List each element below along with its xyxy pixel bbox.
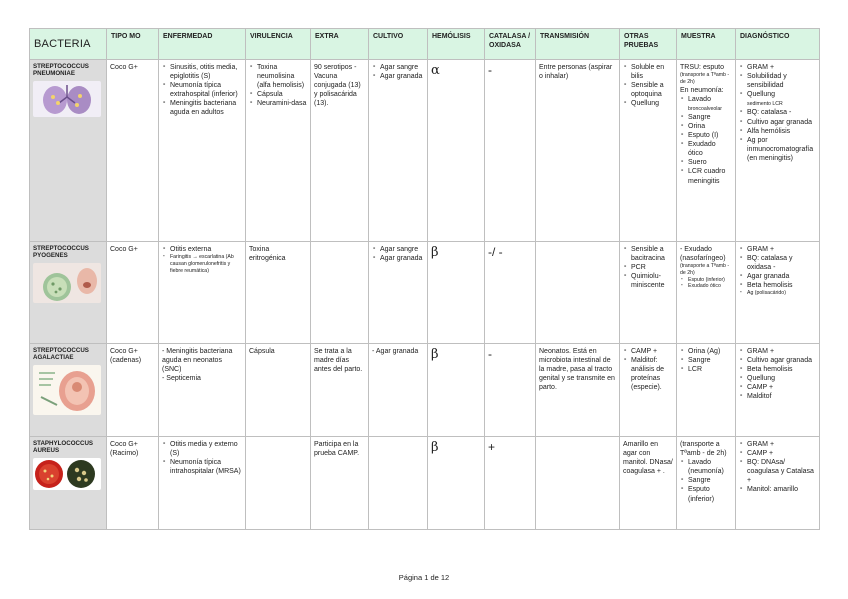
list-item: - PCR — [631, 263, 673, 272]
list-item: - Neumonía típica extrahospital (inferior) — [170, 81, 242, 99]
list-item: - CAMP + — [631, 347, 673, 356]
list-item: - Agar granada — [380, 254, 424, 263]
list-item: - GRAM + — [747, 347, 816, 356]
list-item: - BQ: catalasa y oxidasa - — [747, 254, 816, 272]
muestra-intro: (transporte a Tªamb - de 2h) — [680, 441, 727, 458]
table-row — [30, 437, 820, 530]
bacteria-cell — [30, 437, 107, 530]
diagnostico-cell — [736, 60, 820, 242]
list-item: - Sangre — [688, 356, 732, 365]
cultivo-cell — [369, 60, 428, 242]
list-item: - Beta hemolisis — [747, 365, 816, 374]
list-item: - Esputo (inferior) — [688, 485, 732, 503]
list-item: - Ag (polisacárido) — [747, 290, 816, 297]
hemolisis-cell — [428, 344, 485, 437]
extra-cell: Se trata a la madre días antes del parto. — [311, 344, 369, 437]
list-item: - LCR — [688, 365, 732, 374]
enfermedad-cell — [159, 437, 246, 530]
list-item: - Otitis media y externo (S) — [170, 440, 242, 458]
diag-note: sedimento LCR — [747, 101, 783, 108]
list-item: - BQ: catalasa - — [747, 108, 816, 117]
catalasa-value: - — [488, 347, 492, 361]
staph-petri-dishes-photo — [33, 458, 101, 490]
list-item: - Agar granada — [747, 272, 816, 281]
transmision-cell: Neonatos. Está en microbiota intestinal de la madre, pasa al tracto genital y se transmite en parto. — [536, 344, 620, 437]
list-item: - Esputo (I) — [688, 131, 732, 140]
cultivo-cell: - Agar granada — [369, 344, 428, 437]
list-item: - Quimiolu-miniscente — [631, 272, 673, 290]
table-row — [30, 60, 820, 242]
catalasa-value: - — [488, 63, 492, 77]
hemolisis-symbol: β — [431, 245, 439, 260]
list-item: - LCR cuadro meningitis — [688, 167, 732, 185]
table-header-row — [30, 29, 820, 60]
header-muestra: MUESTRA — [677, 29, 736, 60]
list-item: - Sensible a optoquina — [631, 81, 673, 99]
diagnostico-cell — [736, 437, 820, 530]
transmision-cell — [536, 437, 620, 530]
header-transmision: TRANSMISIÓN — [536, 29, 620, 60]
transmision-cell — [536, 242, 620, 344]
header-enfermedad: ENFERMEDAD — [159, 29, 246, 60]
list-item: - Sangre — [688, 113, 732, 122]
muestra-note: (transporte a Tªamb - de 2h) — [680, 263, 730, 276]
muestra-cell — [677, 344, 736, 437]
header-extra: EXTRA — [311, 29, 369, 60]
list-item — [688, 95, 732, 113]
list-item: - Cápsula — [257, 90, 307, 99]
enfermedad-cell — [159, 242, 246, 344]
list-item: - Agar sangre — [380, 63, 424, 72]
otras-cell — [620, 242, 677, 344]
hemolisis-cell — [428, 437, 485, 530]
catalasa-cell — [485, 437, 536, 530]
bacteria-cell — [30, 344, 107, 437]
bacteria-cell — [30, 60, 107, 242]
muestra-note: (transporte a Tªamb - de 2h) — [680, 72, 730, 85]
hemolisis-symbol: α — [431, 63, 440, 78]
hemolisis-cell — [428, 242, 485, 344]
list-item: - Malditof: análisis de proteínas (especie). — [631, 356, 673, 392]
enfermedad-cell: - Meningitis bacteriana aguda en neonatos (SNC) - Septicemia — [159, 344, 246, 437]
table-row — [30, 344, 820, 437]
list-item: - Suero — [688, 158, 732, 167]
list-item: - Soluble en bilis — [631, 63, 673, 81]
muestra-intro: TRSU: esputo — [680, 64, 724, 71]
extra-cell: 90 serotipos - Vacuna conjugada (13) y polisacárida (13). — [311, 60, 369, 242]
list-item: - Agar granada — [380, 72, 424, 81]
muestra-lavado-note: broncoalveolar — [688, 105, 723, 112]
muestra-intro: - Exudado (nasofaríngeo) — [680, 246, 726, 263]
list-item: - Otitis externa — [170, 245, 242, 254]
cultivo-cell — [369, 437, 428, 530]
muestra-cell — [677, 60, 736, 242]
list-item: - Esputo (inferior) — [688, 277, 732, 284]
list-item: - Ag por inmunocromatografía (en meningitis) — [747, 136, 816, 163]
list-item: - Faringitis → escarlatina (Ab causan glomerulonefritis y fiebre reumática) — [170, 254, 242, 274]
list-item: - Alfa hemólisis — [747, 127, 816, 136]
list-item: - Sinusitis, otitis media, epiglotitis (S) — [170, 63, 242, 81]
extra-cell: Participa en la prueba CAMP. — [311, 437, 369, 530]
list-item: - Orina — [688, 122, 732, 131]
muestra-item: Lavado — [688, 95, 711, 103]
hemolisis-symbol: β — [431, 440, 439, 455]
catalasa-cell — [485, 242, 536, 344]
list-item: - Toxina neumolisina (alfa hemolisis) — [257, 63, 307, 90]
bacteria-name: STREPTOCOCCUS PNEUMONIAE — [33, 63, 89, 78]
tipo-cell: Coco G+ — [107, 242, 159, 344]
page-footer: Página 1 de 12 — [398, 573, 450, 582]
header-catalasa: CATALASA / OXIDASA — [485, 29, 536, 60]
list-item: - Exudado ótico — [688, 283, 732, 290]
hemolisis-cell — [428, 60, 485, 242]
bacteria-name: STAPHYLOCOCCUS AUREUS — [33, 440, 94, 455]
list-item: - Sangre — [688, 476, 732, 485]
diag-item: Quellung — [747, 91, 776, 99]
bacteria-name: STREPTOCOCCUS PYOGENES — [33, 245, 89, 260]
header-otras: OTRAS PRUEBAS — [620, 29, 677, 60]
catalasa-value: + — [488, 440, 496, 454]
pneumococcus-lungs-illustration — [33, 81, 101, 117]
transmision-cell: Entre personas (aspirar o inhalar) — [536, 60, 620, 242]
header-virulencia: VIRULENCIA — [246, 29, 311, 60]
bacteria-name: STREPTOCOCCUS AGALACTIAE — [33, 347, 89, 362]
extra-cell — [311, 242, 369, 344]
tipo-cell: Coco G+ (Racimo) — [107, 437, 159, 530]
muestra-cell — [677, 242, 736, 344]
list-item: - Sensible a bacitracina — [631, 245, 673, 263]
header-cultivo: CULTIVO — [369, 29, 428, 60]
list-item: - Cultivo agar granada — [747, 356, 816, 365]
list-item: - CAMP + — [747, 383, 816, 392]
diagnostico-cell — [736, 242, 820, 344]
list-item: - GRAM + — [747, 440, 816, 449]
table-row — [30, 242, 820, 344]
virulencia-cell — [246, 60, 311, 242]
list-item: - Manitol: amarillo — [747, 485, 816, 494]
list-item: - Meningitis bacteriana aguda en adultos — [170, 99, 242, 117]
otras-cell — [620, 344, 677, 437]
list-item: - Neumonía típica intrahospitalar (MRSA) — [170, 458, 242, 476]
header-tipo: TIPO MO — [107, 29, 159, 60]
virulencia-cell — [246, 437, 311, 530]
list-item: - Quellung — [747, 374, 816, 383]
pyogenes-colonies-illustration — [33, 263, 101, 303]
tipo-cell: Coco G+ (cadenas) — [107, 344, 159, 437]
list-item — [747, 90, 816, 108]
neonatal-infection-diagram — [33, 365, 101, 415]
catalasa-cell — [485, 60, 536, 242]
virulencia-cell: Cápsula — [246, 344, 311, 437]
cultivo-cell — [369, 242, 428, 344]
catalasa-cell — [485, 344, 536, 437]
list-item: - Cultivo agar granada — [747, 118, 816, 127]
header-hemolisis: HEMÓLISIS — [428, 29, 485, 60]
tipo-cell: Coco G+ — [107, 60, 159, 242]
list-item: - Agar sangre — [380, 245, 424, 254]
otras-cell: Amarillo en agar con manitol. DNasa/ coagulasa + . — [620, 437, 677, 530]
enfermedad-cell — [159, 60, 246, 242]
header-bacteria: BACTERIA — [30, 29, 107, 60]
list-item: - GRAM + — [747, 245, 816, 254]
list-item: - GRAM + — [747, 63, 816, 72]
bacteria-table — [29, 28, 820, 530]
muestra-sub: En neumonía: — [680, 86, 724, 94]
bacteria-cell — [30, 242, 107, 344]
virulencia-cell: Toxina eritrogénica — [246, 242, 311, 344]
diagnostico-cell — [736, 344, 820, 437]
header-diagnostico: DIAGNÓSTICO — [736, 29, 820, 60]
list-item: - Malditof — [747, 392, 816, 401]
otras-cell — [620, 60, 677, 242]
list-item: - BQ: DNAsa/ coagulasa y Catalasa + — [747, 458, 816, 485]
list-item: - CAMP + — [747, 449, 816, 458]
list-item: - Lavado (neumonía) — [688, 458, 732, 476]
catalasa-value: -/ - — [488, 245, 503, 259]
list-item: - Quellung — [631, 99, 673, 108]
hemolisis-symbol: β — [431, 347, 439, 362]
list-item: - Solubilidad y sensibilidad — [747, 72, 816, 90]
list-item: - Neuramini-dasa — [257, 99, 307, 108]
list-item: - Beta hemolisis — [747, 281, 816, 290]
list-item: - Exudado ótico — [688, 140, 732, 158]
list-item: - Orina (Ag) — [688, 347, 732, 356]
muestra-cell — [677, 437, 736, 530]
